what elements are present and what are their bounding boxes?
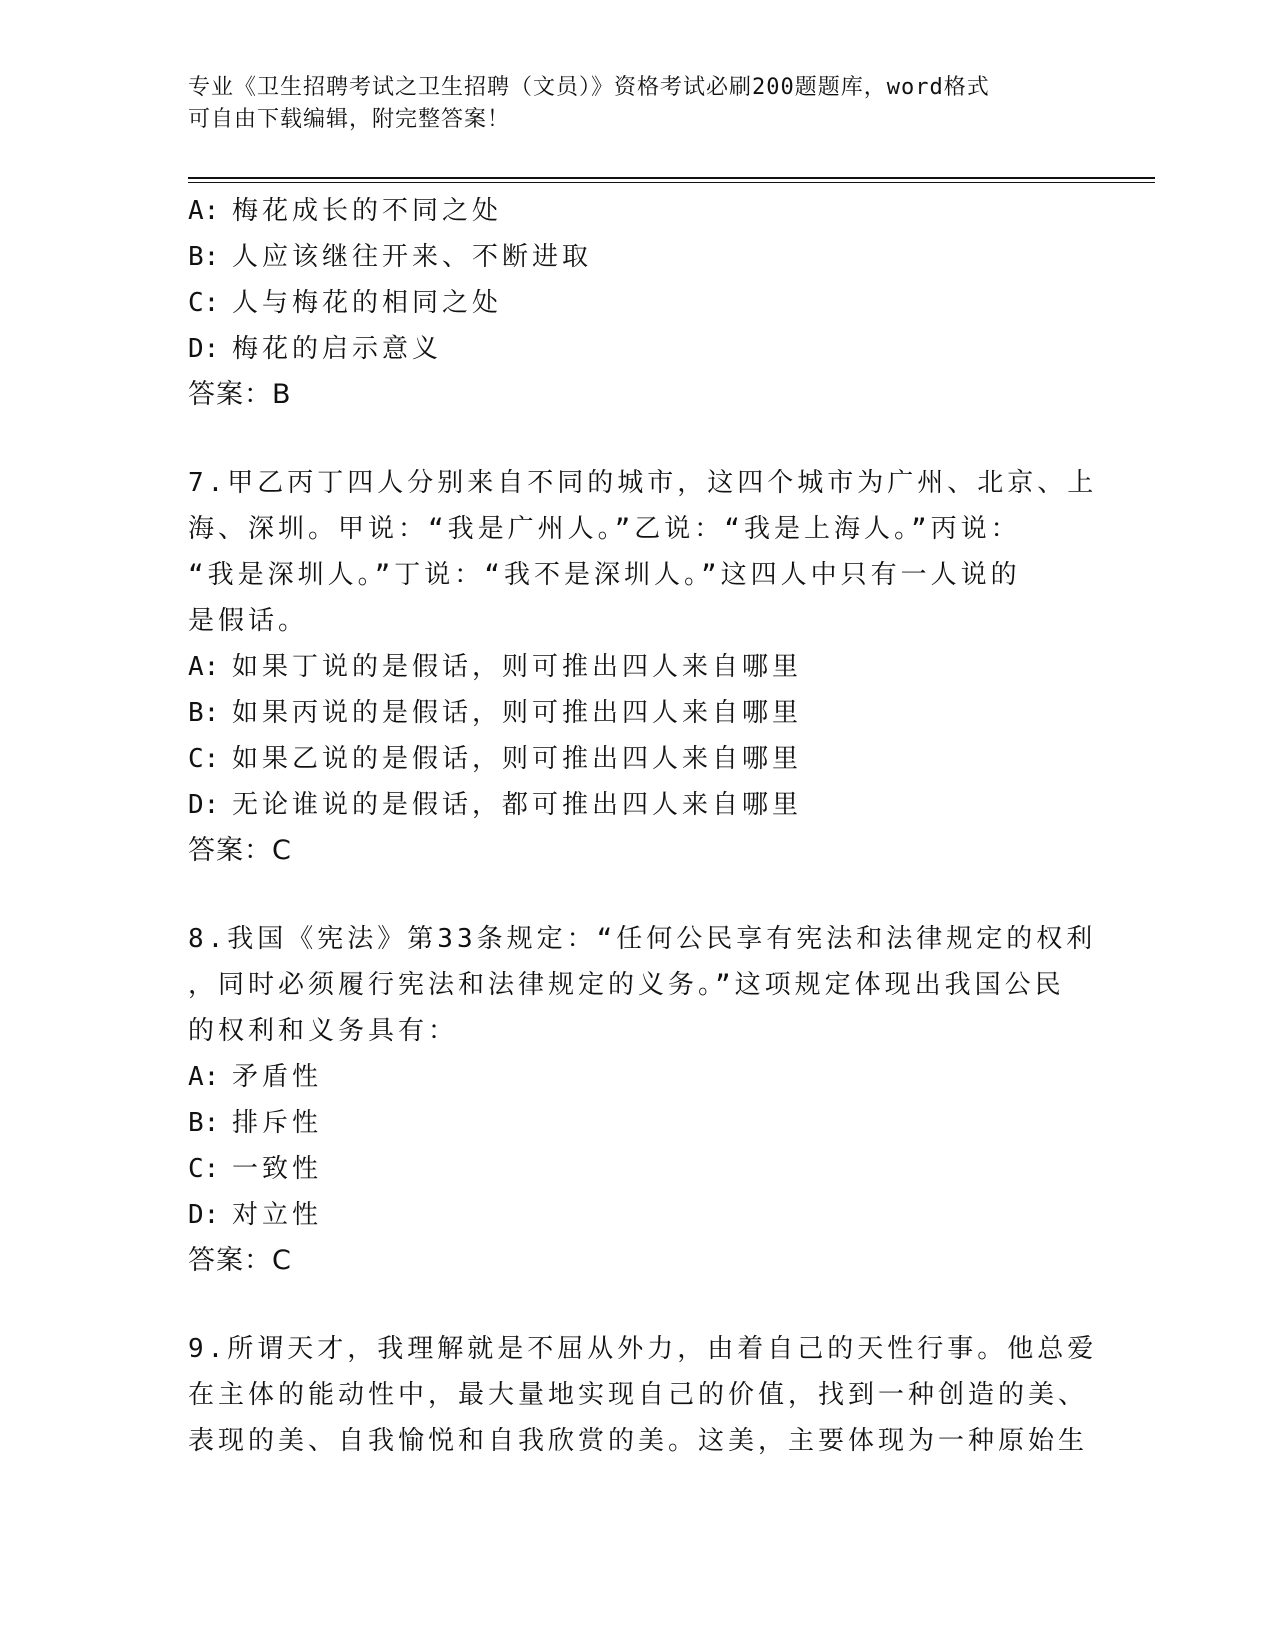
question-text-line: 是假话。	[188, 606, 309, 636]
question-9	[188, 1326, 1098, 1464]
option-key: A:	[188, 196, 220, 226]
option-a	[188, 188, 1088, 234]
option-text: 无论谁说的是假话，都可推出四人来自哪里	[232, 790, 803, 820]
option-text: 人应该继往开来、不断进取	[232, 242, 593, 272]
question-text-line: ，同时必须履行宪法和法律规定的义务。”这项规定体现出我国公民	[188, 970, 1065, 1000]
question-6-options	[188, 188, 1088, 418]
answer-line: 答案：C	[188, 835, 292, 866]
option-b	[188, 234, 1088, 280]
spacer	[188, 874, 1088, 916]
header-line-2: 可自由下载编辑，附完整答案！	[188, 107, 511, 132]
question-text-line: 9.所谓天才，我理解就是不屈从外力，由着自己的天性行事。他总爱	[188, 1334, 1098, 1364]
option-key: B:	[188, 242, 220, 272]
header-rule-thick	[188, 177, 1155, 179]
question-content	[188, 188, 1098, 1464]
option-text: 人与梅花的相同之处	[232, 288, 503, 318]
option-c	[188, 736, 1088, 782]
header-rule-thin	[188, 182, 1155, 183]
option-text: 梅花的启示意义	[232, 334, 443, 364]
option-a	[188, 644, 1088, 690]
option-d	[188, 326, 1088, 372]
option-c	[188, 1146, 1088, 1192]
document-header	[188, 72, 1088, 136]
question-text-line: 表现的美、自我愉悦和自我欣赏的美。这美，主要体现为一种原始生	[188, 1426, 1089, 1456]
option-text: 一致性	[232, 1154, 323, 1184]
option-text: 矛盾性	[232, 1062, 323, 1092]
question-text-line: 7.甲乙丙丁四人分别来自不同的城市，这四个城市为广州、北京、上	[188, 468, 1098, 498]
question-text-line: 8.我国《宪法》第33条规定：“任何公民享有宪法和法律规定的权利	[188, 924, 1097, 954]
option-b	[188, 1100, 1088, 1146]
option-text: 如果丁说的是假话，则可推出四人来自哪里	[232, 652, 803, 682]
option-key: D:	[188, 790, 220, 820]
option-d	[188, 1192, 1088, 1238]
question-text-line: 的权利和义务具有：	[188, 1016, 459, 1046]
option-key: C:	[188, 288, 220, 318]
option-key: C:	[188, 1154, 220, 1184]
option-key: D:	[188, 1200, 220, 1230]
spacer	[188, 418, 1088, 460]
option-key: B:	[188, 698, 220, 728]
option-text: 如果乙说的是假话，则可推出四人来自哪里	[232, 744, 803, 774]
option-a	[188, 1054, 1088, 1100]
question-8	[188, 916, 1097, 1284]
answer-line: 答案：C	[188, 1245, 292, 1276]
question-text-line: 在主体的能动性中，最大量地实现自己的价值，找到一种创造的美、	[188, 1380, 1089, 1410]
option-text: 排斥性	[232, 1108, 323, 1138]
spacer	[188, 1284, 1088, 1326]
option-d	[188, 782, 1088, 828]
option-key: C:	[188, 744, 220, 774]
option-key: D:	[188, 334, 220, 364]
option-c	[188, 280, 1088, 326]
question-text-line: 海、深圳。甲说：“我是广州人。”乙说：“我是上海人。”丙说：	[188, 514, 1021, 544]
header-line-1: 专业《卫生招聘考试之卫生招聘（文员）》资格考试必刷200题题库，word格式	[188, 75, 990, 100]
answer-line: 答案：B	[188, 379, 292, 410]
option-key: A:	[188, 652, 220, 682]
option-b	[188, 690, 1088, 736]
question-text-line: “我是深圳人。”丁说：“我不是深圳人。”这四人中只有一人说的	[188, 560, 1021, 590]
option-text: 对立性	[232, 1200, 323, 1230]
option-key: B:	[188, 1108, 220, 1138]
option-key: A:	[188, 1062, 220, 1092]
option-text: 如果丙说的是假话，则可推出四人来自哪里	[232, 698, 803, 728]
option-text: 梅花成长的不同之处	[232, 196, 503, 226]
question-7	[188, 460, 1098, 874]
